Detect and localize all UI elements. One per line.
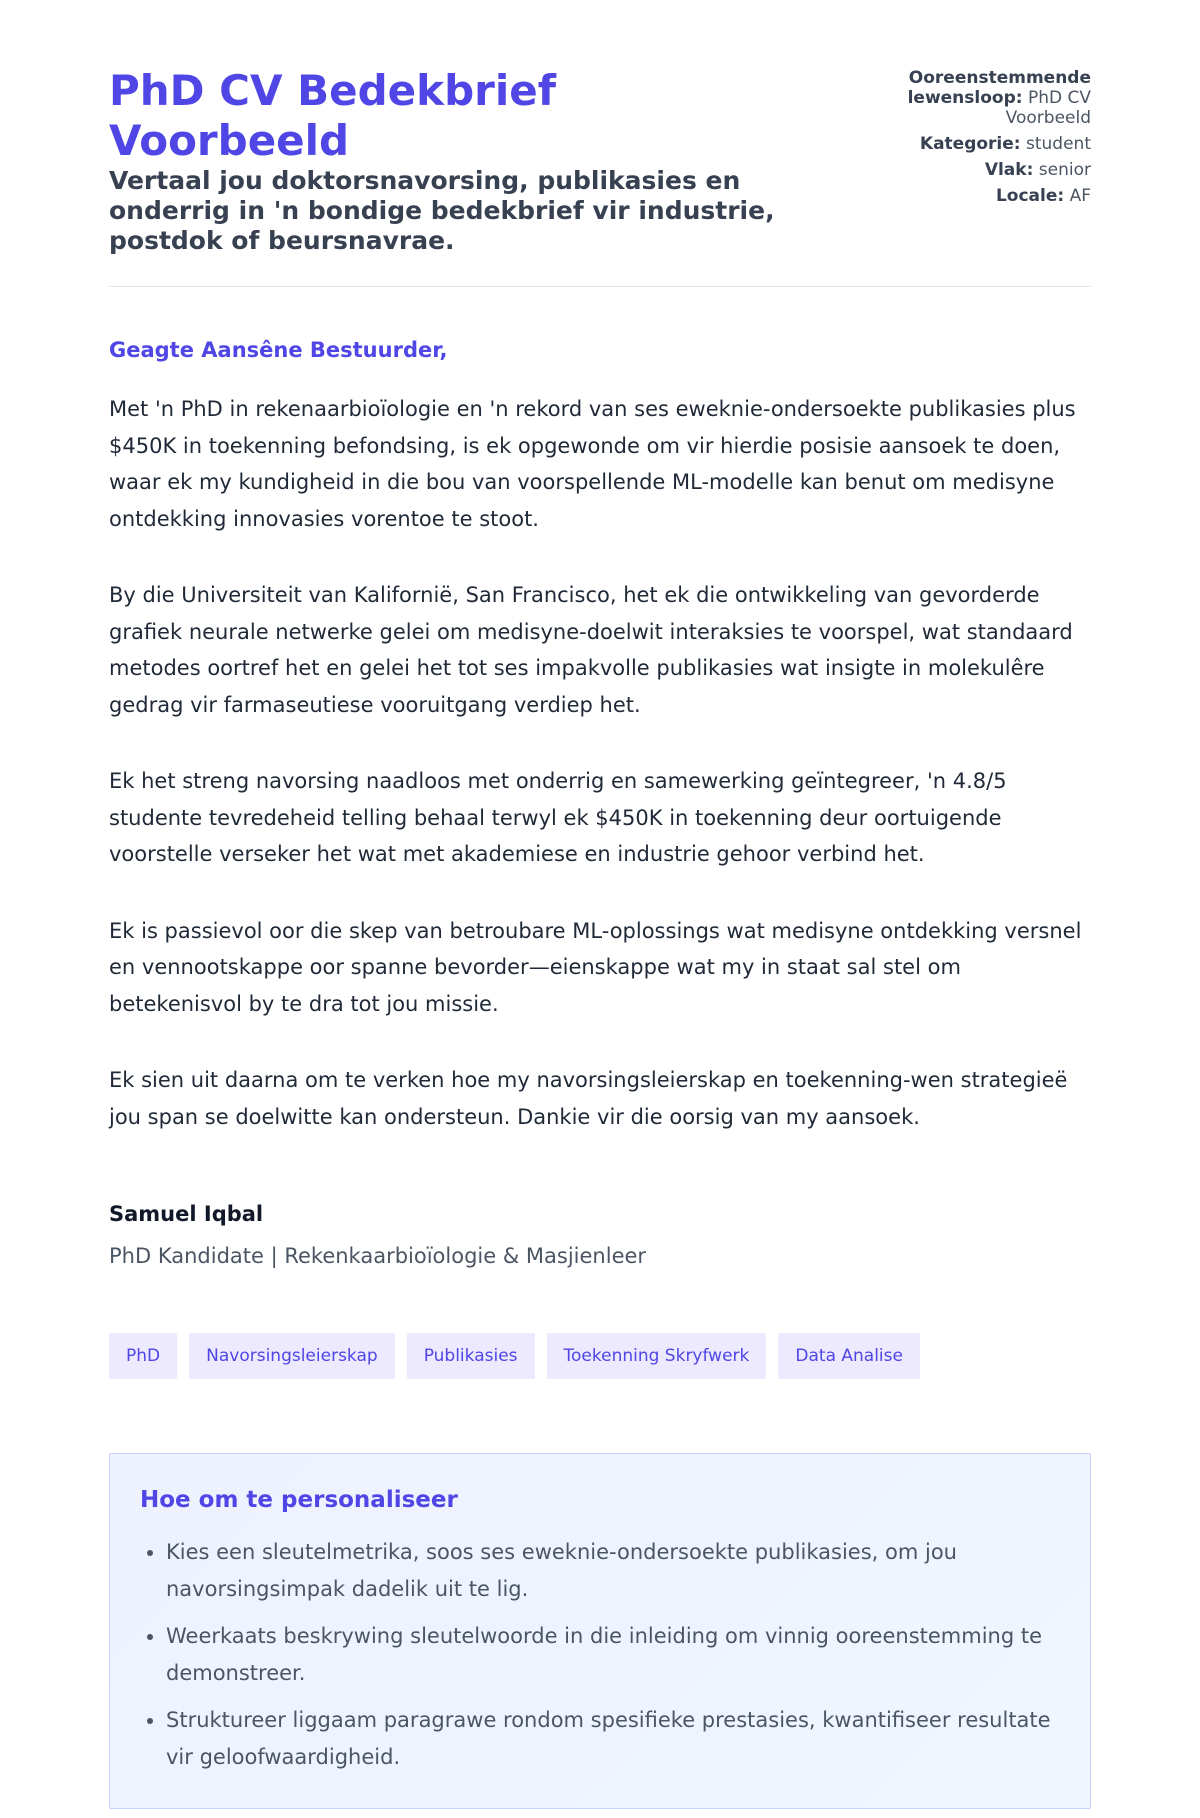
letter-greeting: Geagte Aansêne Bestuurder, [109,338,448,362]
meta-category-label: Kategorie: [919,134,1021,154]
meta-level-value: senior [1038,160,1091,180]
tag-grant-writing: Toekenning Skryfwerk [547,1333,767,1379]
meta-category-value: student [1026,134,1091,154]
signature-name: Samuel Iqbal [109,1202,264,1226]
page-header [109,66,1091,287]
meta-locale [846,186,1091,206]
meta-matching-label: Ooreenstemmende lewensloop: [907,68,1091,108]
meta-level [846,160,1091,180]
signature-title: PhD Kandidate | Rekenkaarbioïologie & Masjienleer [109,1244,647,1268]
meta-matching-value: PhD CV Voorbeeld [1005,88,1091,128]
meta-locale-label: Locale: [995,186,1065,206]
meta-locale-value: AF [1069,186,1091,206]
tag-list [109,1333,1091,1379]
tips-list [140,1534,1060,1776]
meta-category [846,134,1091,154]
letter-paragraph: Ek is passievol oor die skep van betroubare ML-oplossings wat medisyne ontdekking versnel en vennootskappe oor spanne bevorder—eienskappe wat my in staat sal stel om betekenisvol by te dra tot jou missie. [109,918,1082,1016]
page-title: PhD CV Bedekbrief Voorbeeld [109,66,557,165]
tag-publications: Publikasies [407,1333,535,1379]
tip-item: • Weerkaats beskrywing sleutelwoorde in die inleiding om vinnig ooreenstemming te demonstreer. [166,1618,1060,1692]
letter-paragraph: By die Universiteit van Kalifornië, San Francisco, het ek die ontwikkeling van gevorderde grafiek neurale netwerke gelei om medisyne-doelwit interaksies te voorspel, wat standaard metodes oortref het en gelei het tot ses impakvolle publikasies wat insigte in molekulêre gedrag vir farmaseutiese vooruitgang verdiep het. [109,583,1073,717]
tag-data-analysis: Data Analise [778,1333,920,1379]
letter-paragraph: Met 'n PhD in rekenaarbioïologie en 'n rekord van ses eweknie-ondersoekte publikasies plus $450K in toekenning befondsing, is ek opgewonde om vir hierdie posisie aansoek te doen, waar ek my kundigheid in die bou van voorspellende ML-modelle kan benut om medisyne ontdekking innovasies vorentoe te stoot. [109,397,1076,531]
tag-research-leadership: Navorsingsleierskap [189,1333,395,1379]
meta-panel [846,66,1091,212]
tip-item: • Kies een sleutelmetrika, soos ses eweknie-ondersoekte publikasies, om jou navorsingsimpak dadelik uit te lig. [166,1534,1060,1608]
page-subtitle: Vertaal jou doktorsnavorsing, publikasies en onderrig in 'n bondige bedekbrief vir industrie, postdok of beursnavrae. [109,166,775,255]
tip-item: • Struktureer liggaam paragrawe rondom spesifieke prestasies, kwantifiseer resultate vir geloofwaardigheid. [166,1702,1060,1776]
tips-title: Hoe om te personaliseer [140,1487,458,1513]
personalize-tips-box [109,1453,1091,1809]
letter-body [109,391,1091,1135]
meta-matching-resume [846,68,1091,128]
letter-paragraph: Ek sien uit daarna om te verken hoe my navorsingsleierskap en toekenning-wen strategieë jou span se doelwitte kan ondersteun. Dankie vir die oorsig van my aansoek. [109,1068,1068,1129]
tag-phd: PhD [109,1333,177,1379]
signature-block [109,1201,1091,1269]
header-title-block [109,66,809,256]
letter-paragraph: Ek het streng navorsing naadloos met onderrig en samewerking geïntegreer, 'n 4.8/5 studente tevredeheid telling behaal terwyl ek $450K in toekenning deur oortuigende voorstelle verseker het wat met akademiese en industrie gehoor verbind het. [109,769,1007,866]
meta-level-label: Vlak: [984,160,1034,180]
